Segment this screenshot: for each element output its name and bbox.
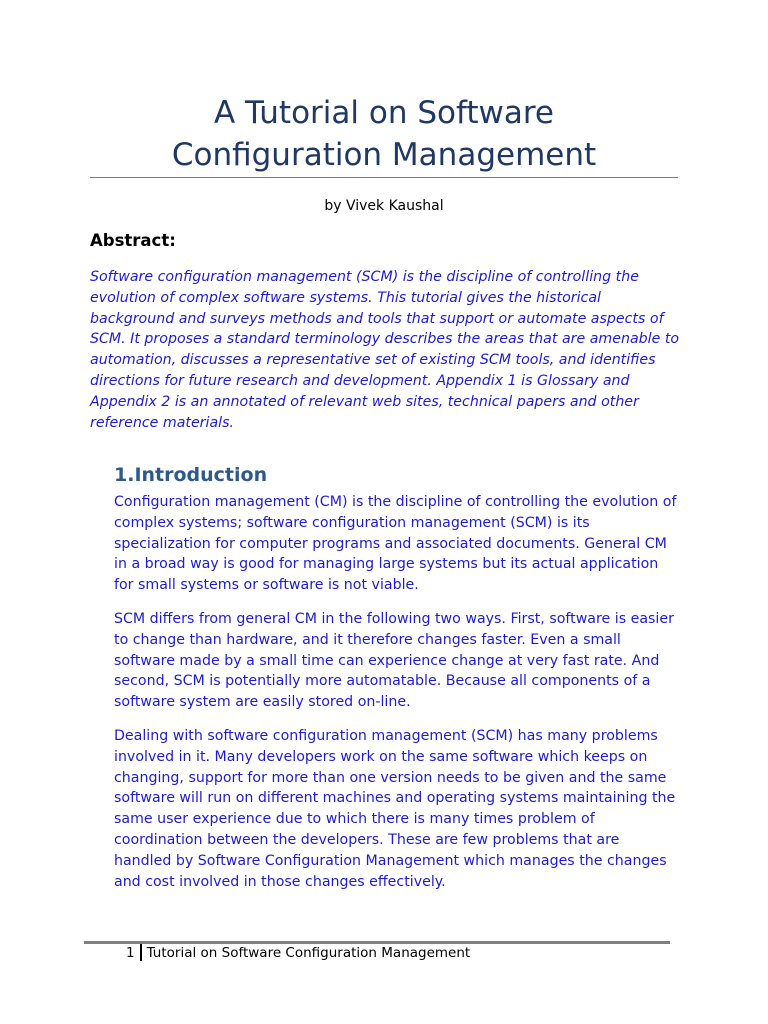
author-byline: by Vivek Kaushal — [324, 198, 444, 214]
title-line-1: A Tutorial on Software — [213, 95, 554, 131]
document-title — [90, 92, 678, 176]
abstract-heading: Abstract: — [90, 231, 176, 250]
section-heading-introduction: 1.Introduction — [114, 464, 268, 486]
footer-page-number: 1 — [126, 944, 135, 961]
intro-paragraph-2: SCM differs from general CM in the following two ways. First, software is easier to change than hardware, and it therefore changes faster. Even a small software made by a small time can experience change at very fast rate. And second, SCM is potentially more automatable. Because all components of a software system are easily stored on-line. — [114, 611, 674, 711]
abstract-text: Software configuration management (SCM) is the discipline of controlling the evolution of complex software systems. This tutorial gives the historical background and surveys methods and tools that support or automate aspects of SCM. It proposes a standard terminology describes the areas that are amenable to automation, discusses a representative set of existing SCM tools, and identifies directions for future research and development. Appendix 1 is Glossary and Appendix 2 is an annotated of relevant web sites, technical papers and other reference materials. — [90, 269, 680, 431]
footer-running-title: Tutorial on Software Configuration Management — [146, 944, 471, 961]
title-underline — [90, 177, 678, 178]
footer-separator — [140, 944, 142, 961]
intro-paragraph-3: Dealing with software configuration management (SCM) has many problems involved in it. Many developers work on the same software which keeps on changing, support for more than one version needs to be given and the same software will run on different machines and operating systems maintaining the same user experience due to which there is many times problem of coordination between the developers. These are few problems that are handled by Software Configuration Management which manages the changes and cost involved in those changes effectively. — [114, 728, 676, 890]
page-footer — [126, 943, 470, 962]
title-line-2: Configuration Management — [171, 137, 597, 173]
intro-paragraph-1: Configuration management (CM) is the discipline of controlling the evolution of complex systems; software configuration management (SCM) is its specialization for computer programs and associated documents. General CM in a broad way is good for managing large systems but its actual application for small systems or software is not viable. — [114, 494, 677, 594]
